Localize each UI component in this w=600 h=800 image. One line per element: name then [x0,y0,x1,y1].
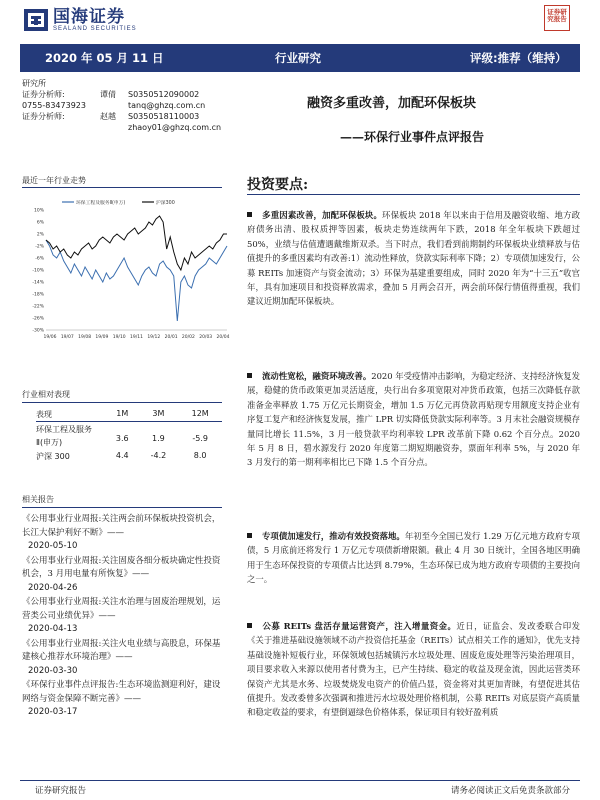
table-header-cell: 3M [139,408,179,422]
table-row [36,450,222,463]
point-body: 2020 年受疫情冲击影响，为稳定经济、支持经济恢复发展，稳健的货币政策更加灵活适度，央行出台多项宽限对冲货币政策，包括三次降低存款准备金率释放 1.75 万亿元长期资金，增加 1.5 万亿元再贷款再贴现专用额度支持企业有序复工复产和经济恢复发展，推广 LPR 切实降低贷款实际利率等。3 月末社会融资规模存量同比增长 11.5%，3 月一般贷款平均利率较 LPR 改革前下降 0.62 个百分点。2020 年 5 月 8 日，碧水源发行 2020 年度第二期短期融资券，票面年利率 5%，与 2020 年 3 月发行的第一期利率相比已下降 1.5 个百分点。 [247,371,581,468]
y-tick-label: 10% [33,208,44,214]
report-rating: 评级:推荐（维持） [470,51,567,65]
table-cell-value: 1.9 [152,434,165,443]
table-header-cell: 1M [106,408,139,422]
x-tick-label: 20/02 [181,335,195,340]
analyst-id: S0350518110003 [128,112,200,121]
y-tick-label: 2% [36,232,44,238]
y-tick-label: 6% [36,220,44,226]
analyst-name: 谭倩 [100,90,116,99]
investment-point [247,619,580,720]
analyst-heading: 研究所 [22,79,46,88]
list-item[interactable] [22,679,222,720]
footer-left-text: 证券研究报告 [35,786,87,796]
x-tick-label: 19/09 [95,335,109,340]
related-section-label: 相关报告 [22,495,54,504]
point-heading: 多重因素改善，加配环保板块。 [262,210,383,220]
list-item[interactable] [22,596,222,637]
analyst-label [22,122,100,133]
x-tick-label: 19/10 [112,335,126,340]
series-line-hs300 [46,216,227,270]
y-tick-label: -18% [32,292,44,298]
related-report-date: 2020-05-10 [28,541,78,551]
analyst-name [100,100,128,111]
footer-disclaimer: 请务必阅读正文后免责条款部分 [450,786,570,796]
table-cell-value: 3.6 [115,434,129,443]
company-logo [24,8,137,32]
x-tick-label: 19/06 [43,335,57,340]
table-header-cell: 12M [178,408,222,422]
analyst-email[interactable]: zhaoy01@ghzq.com.cn [128,123,222,132]
x-tick-label: 20/01 [164,335,178,340]
list-item[interactable] [22,513,222,554]
table-cell-name: 沪深 300 [36,452,70,461]
logo-text-en: SEALAND SECURITIES [53,26,137,32]
related-report-title[interactable]: 《公用事业行业周报:关注水治理与固废治理规划，运营类公司业绩优异》—— [22,597,221,621]
footer-divider [20,780,580,781]
point-body: 近日，证监会、发改委联合印发《关于推进基础设施领域不动产投资信托基金（REITs）试点相关工作的通知》，优先支持基础设施补短板行业，环保领域包括城镇污水垃圾处理、固废危废处理等污染治理项目，项目要求收入来源以使用者付费为主，已产生持续、稳定的收益及现金流，因此运营类环保资产尤其是水务、垃圾焚烧发电资产的价值凸显，资金将对其更加青睐，有望促进其估值提升。发改委曾多次强调和推进污水垃圾处理价格机制，公募 REITs 对底层资产高质量和稳定收益的要求，有望倒逼绿色价格体系，保证项目有较好盈利质 [247,621,581,718]
point-heading: 专项债加速发行，推动有效投资落地。 [262,531,405,541]
y-tick-label: -6% [35,256,44,262]
legend-label-env: 环保工程及服务Ⅱ(申万) [76,201,126,206]
table-cell-value: -4.2 [150,451,167,460]
analyst-email[interactable]: tanq@ghzq.com.cn [128,101,206,110]
point-heading: 流动性宽松，融资环境改善。 [262,371,372,381]
industry-trend-chart [22,190,232,350]
table-cell-name: 环保工程及服务Ⅱ(申万) [36,425,92,447]
y-tick-label: -26% [32,316,44,322]
point-body: 年初至今全国已发行 1.29 万亿元地方政府专项债，5 月底前还将发行 1 万亿元专项债新增限额。截止 4 月 30 日统计，全国各地区明确用于生态环保投资的专项债占比达到 8.79%，生态环保已成为地方政府专项债的主要投向之一。 [247,531,580,585]
analyst-row [22,122,242,133]
seal-stamp: 证券研究报告 [544,5,570,31]
legend-label-hs300: 沪深300 [156,201,175,206]
table-cell-value: -5.9 [192,434,208,443]
point-heading: 公募 REITs 盘活存量运营资产，注入增量资金。 [262,621,457,631]
section-divider [22,507,222,508]
related-report-date: 2020-03-17 [28,707,78,717]
analyst-label: 证券分析师: [22,90,65,99]
section-divider [247,194,580,195]
related-report-title[interactable]: 《公用事业行业周报:关注两会前环保板块投资机会，长江大保护利好不断》—— [22,514,221,538]
investment-point [247,529,580,587]
table-header-cell: 表现 [36,408,106,422]
list-item[interactable] [22,638,222,679]
y-tick-label: -14% [32,280,44,286]
x-tick-label: 19/07 [60,335,74,340]
report-title: 融资多重改善，加配环保板块 [307,96,477,111]
table-row [36,422,222,451]
x-tick-label: 20/03 [199,335,213,340]
x-tick-label: 19/08 [78,335,92,340]
related-report-date: 2020-03-30 [28,665,78,676]
y-tick-label: -30% [32,328,44,334]
x-tick-label: 20/04 [216,335,230,340]
analyst-row [22,89,242,100]
bullet-icon [247,212,252,217]
analyst-row [22,100,242,111]
related-report-date: 2020-04-13 [28,624,78,634]
report-date: 2020 年 05 月 11 日 [45,51,164,65]
analyst-id: S0350512090002 [128,90,200,99]
analyst-name: 赵越 [100,112,116,121]
chart-section-label: 最近一年行业走势 [22,176,86,185]
report-type: 行业研究 [275,51,321,65]
section-divider [22,402,222,403]
analyst-phone: 0755-83473923 [22,101,86,110]
section-divider [22,187,222,188]
list-item[interactable] [22,555,222,596]
x-tick-label: 19/11 [130,335,143,340]
investment-point [247,369,580,470]
logo-mark-icon [24,9,48,31]
series-line-env [46,240,227,321]
table-cell-value: 8.0 [193,451,207,460]
y-tick-label: -10% [32,268,44,274]
investment-points-title: 投资要点: [247,177,309,193]
analyst-info [22,78,242,133]
report-subtitle: ——环保行业事件点评报告 [340,130,485,144]
table-header-row [36,408,222,422]
perf-section-label: 行业相对表现 [22,390,70,399]
y-tick-label: -22% [32,304,44,310]
logo-text-cn: 国海证券 [53,7,125,27]
point-body: 环保板块 2018 年以来由于信用及融资收缩、地方政府债务出清、股权质押等因素，板块走势连续两年下跌，2018 年全年板块下跌超过 50%，业绩与估值遭遇戴维斯双杀。当下时点，我们看到前期制约环保板块业绩释放与估值提升的多重因素均有改善:1）流动性释放，贷款实际利率下降；2）专项债加速发行，公募 REITs 加速资产与资金流动；3）环保为基建重要组成，同时 2020 年为“十三五”收官年，具有加速项目和投资释放需求，叠加 5 月两会召开，两会前环保行情值得重视，我们建议近期加配环保板块。 [247,210,581,307]
header-banner [20,44,580,72]
analyst-row [22,111,242,122]
y-tick-label: -2% [35,244,44,250]
x-tick-label: 19/12 [147,335,161,340]
related-report-title[interactable]: 《公用事业行业周报:关注火电业绩与高股息，环保基建核心推荐水环境治理》—— [22,638,221,662]
bullet-icon [247,533,252,538]
analyst-label: 证券分析师: [22,112,65,121]
performance-table [36,408,222,463]
analyst-name [100,122,128,133]
bullet-icon [247,373,252,378]
related-report-title[interactable]: 《公用事业行业周报:关注固废各细分板块确定性投资机会，3 月用电量有所恢复》—— [22,555,221,579]
investment-point [247,208,580,309]
related-report-title[interactable]: 《环保行业事件点评报告:生态环境监测迎利好，建设网络与资金保障不断完善》—— [22,680,221,704]
related-report-date: 2020-04-26 [28,582,78,593]
table-cell-value: 4.4 [115,451,129,460]
bullet-icon [247,623,252,628]
related-reports-list [22,513,222,721]
